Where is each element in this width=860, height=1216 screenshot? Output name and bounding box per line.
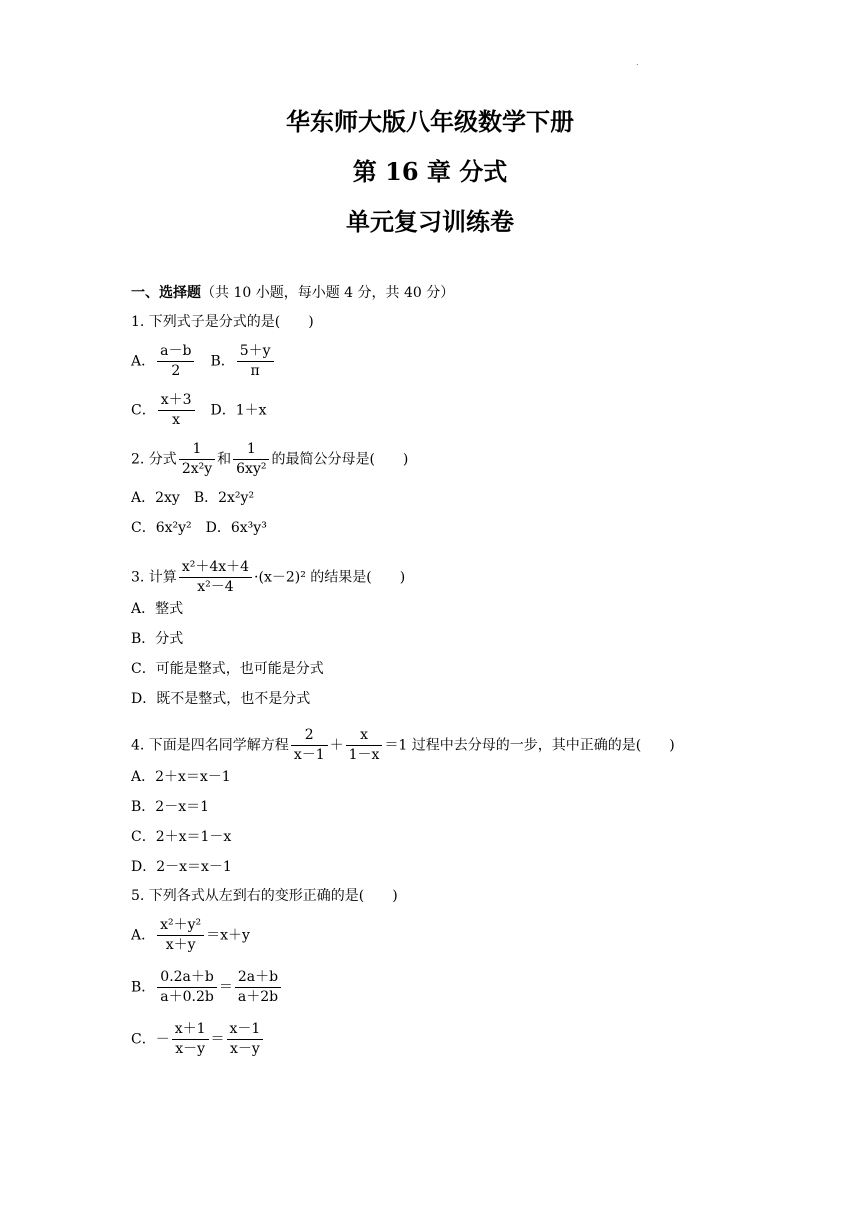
q5-c-rnum: x－1 <box>227 1020 264 1040</box>
q3-option-b: B．分式 <box>131 631 184 647</box>
q1-a-fraction <box>157 342 194 381</box>
q3-option-d: D．既不是整式，也不是分式 <box>131 691 311 707</box>
q3-fraction <box>179 558 252 597</box>
q5-option-b <box>131 968 283 1007</box>
q4-option-b: B．2－x＝1 <box>131 799 209 815</box>
q5-a-fraction <box>157 916 204 955</box>
q2-post: 的最简公分母是( ) <box>271 451 409 468</box>
q2-option-a: A．2xy <box>131 490 180 506</box>
q4-option-a: A．2＋x＝x－1 <box>131 769 231 785</box>
q4-fraction-1 <box>291 726 328 765</box>
q5-a-num: x²＋y² <box>157 916 204 936</box>
q2-f1-num: 1 <box>179 440 215 460</box>
q1-options-cd <box>131 391 267 430</box>
q4-pre: 4. 下面是四名同学解方程 <box>131 737 289 754</box>
q4-post: ＝1 过程中去分母的一步，其中正确的是( ) <box>384 737 675 754</box>
q1-b-num: 5＋y <box>237 342 274 362</box>
q4-option-d: D．2－x＝x－1 <box>131 859 232 875</box>
q5-c-num: x＋1 <box>172 1020 209 1040</box>
q4-stem <box>131 726 675 765</box>
section-label: 一、选择题 <box>131 285 201 301</box>
q1-b-den: π <box>250 363 260 379</box>
q1-b-fraction <box>237 342 274 381</box>
q5-b-den: a＋0.2b <box>160 989 214 1005</box>
q1-stem: 1. 下列式子是分式的是( ) <box>131 314 314 330</box>
q1-a-num: a－b <box>157 342 194 362</box>
q3-option-c: C．可能是整式，也可能是分式 <box>131 661 324 677</box>
q5-c-den: x－y <box>175 1041 206 1057</box>
q5-c-label: C． <box>131 1031 156 1048</box>
q1-a-label: A． <box>131 353 156 370</box>
q1-d-text: 1＋x <box>235 402 267 419</box>
q5-b-num: 0.2a＋b <box>157 968 217 988</box>
q2-options-cd <box>131 519 267 537</box>
q1-d-label: D． <box>210 402 236 419</box>
q2-options-ab <box>131 489 254 507</box>
q5-c-rden: x－y <box>230 1041 260 1057</box>
q4-plus: ＋ <box>329 737 344 754</box>
q2-option-c: C．6x²y² <box>131 520 192 536</box>
q2-option-b: B．2x²y² <box>193 490 255 506</box>
q1-c-den: x <box>172 412 181 428</box>
q4-fraction-2 <box>346 726 383 765</box>
q2-f1-den: 2x²y <box>181 461 213 477</box>
q5-option-a <box>131 916 250 955</box>
q5-c-fraction-right <box>227 1020 264 1059</box>
q1-options-ab <box>131 342 276 381</box>
q4-f2-den: 1－x <box>348 747 380 763</box>
q3-option-a: A．整式 <box>131 601 184 617</box>
q3-den: x²－4 <box>197 579 234 595</box>
section-note: （共 10 小题，每小题 4 分，共 40 分） <box>201 285 455 301</box>
q2-fraction-1 <box>179 440 215 479</box>
q3-num: x²＋4x＋4 <box>179 558 252 578</box>
q3-post: ·(x－2)² 的结果是( ) <box>254 569 406 586</box>
q5-option-c <box>131 1020 265 1059</box>
q1-a-den: 2 <box>171 363 181 379</box>
q4-f1-num: 2 <box>291 726 328 746</box>
q4-option-c: C．2＋x＝1－x <box>131 829 232 845</box>
corner-dot: . <box>636 58 639 67</box>
paper-title: 单元复习训练卷 <box>346 207 514 236</box>
q2-fraction-2 <box>233 440 269 479</box>
q2-option-d: D．6x³y³ <box>205 520 267 536</box>
q5-b-label: B． <box>131 979 156 996</box>
chapter-title: 第 16 章 分式 <box>352 157 508 186</box>
q4-f1-den: x－1 <box>293 747 325 763</box>
q1-c-fraction <box>158 391 195 430</box>
q2-mid: 和 <box>217 451 232 468</box>
q1-b-label: B． <box>210 353 235 370</box>
q2-pre: 2. 分式 <box>131 451 177 468</box>
q5-b-eq: ＝ <box>218 979 233 996</box>
q4-f2-num: x <box>346 726 383 746</box>
q3-pre: 3. 计算 <box>131 569 177 586</box>
q5-c-neg: － <box>155 1031 170 1048</box>
q5-b-rnum: 2a＋b <box>235 968 281 988</box>
q5-a-label: A． <box>131 927 156 944</box>
q5-a-rhs: ＝x＋y <box>206 927 250 944</box>
q5-stem: 5. 下列各式从左到右的变形正确的是( ) <box>131 888 398 904</box>
q5-a-den: x＋y <box>165 937 196 953</box>
q1-c-label: C． <box>131 402 156 419</box>
q5-b-fraction-right <box>235 968 281 1007</box>
q2-stem <box>131 440 408 479</box>
section-heading <box>131 284 454 302</box>
book-title: 华东师大版八年级数学下册 <box>286 107 574 136</box>
q5-b-fraction-left <box>157 968 217 1007</box>
q3-stem <box>131 558 405 597</box>
q2-f2-den: 6xy² <box>236 461 267 477</box>
q5-c-fraction-left <box>172 1020 209 1059</box>
q5-c-eq: ＝ <box>210 1031 225 1048</box>
q2-f2-num: 1 <box>233 440 269 460</box>
q5-b-rden: a＋2b <box>237 989 279 1005</box>
q1-c-num: x＋3 <box>158 391 195 411</box>
